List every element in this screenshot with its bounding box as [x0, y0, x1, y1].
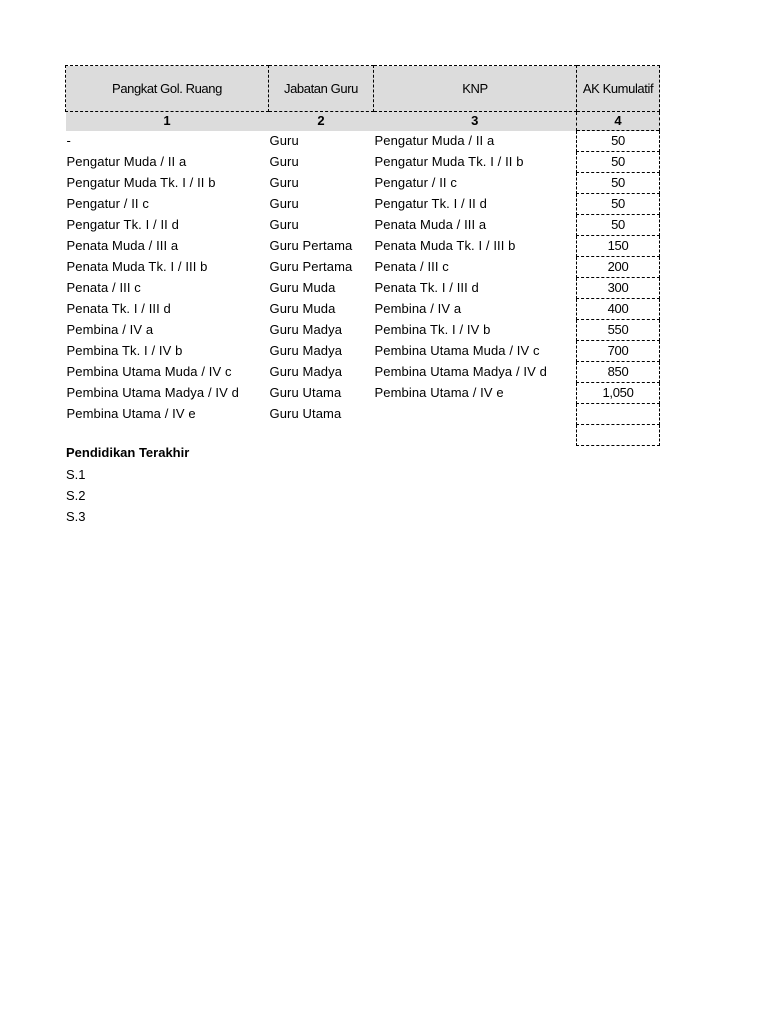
cell-pangkat[interactable]: Pengatur Muda / II a — [66, 154, 187, 169]
table-row — [66, 320, 660, 341]
cell-ak-kumulatif[interactable]: 1,050 — [577, 383, 660, 404]
cell-jabatan[interactable]: Guru Utama — [269, 385, 342, 400]
table-row — [66, 362, 660, 383]
cell-jabatan[interactable]: Guru — [269, 154, 299, 169]
cell-pangkat[interactable]: Pembina Utama / IV e — [66, 406, 196, 421]
cell-jabatan[interactable]: Guru — [269, 217, 299, 232]
cell-knp[interactable]: Penata Tk. I / III d — [374, 280, 479, 295]
cell-pangkat[interactable]: - — [66, 133, 71, 148]
table-row — [66, 236, 660, 257]
table-row — [66, 278, 660, 299]
cell-pangkat[interactable]: Penata / III c — [66, 280, 141, 295]
cell-ak-kumulatif[interactable]: 50 — [577, 131, 660, 152]
cell-jabatan[interactable]: Guru Pertama — [269, 259, 353, 274]
cell-knp[interactable]: Penata Muda Tk. I / III b — [374, 238, 516, 253]
education-item: S.1 — [66, 467, 86, 482]
rank-table-sheet — [65, 65, 659, 446]
cell-pangkat[interactable]: Penata Muda / III a — [66, 238, 179, 253]
cell-jabatan[interactable]: Guru Madya — [269, 343, 343, 358]
header-pangkat: Pangkat Gol. Ruang — [66, 66, 269, 112]
header-jabatan: Jabatan Guru — [269, 66, 374, 112]
table-row — [66, 194, 660, 215]
table-row — [66, 257, 660, 278]
table-row — [66, 173, 660, 194]
table-row — [66, 383, 660, 404]
cell-knp[interactable]: Pembina Utama Madya / IV d — [374, 364, 547, 379]
cell-jabatan[interactable]: Guru Muda — [269, 301, 336, 316]
rank-table — [65, 65, 660, 446]
table-body — [66, 131, 660, 446]
cell-knp[interactable] — [374, 425, 577, 446]
cell-knp[interactable]: Pembina Utama Muda / IV c — [374, 343, 540, 358]
cell-ak-kumulatif[interactable] — [577, 425, 660, 446]
cell-ak-kumulatif[interactable]: 50 — [577, 173, 660, 194]
cell-pangkat[interactable]: Pembina Utama Muda / IV c — [66, 364, 232, 379]
column-number-2: 2 — [269, 112, 374, 131]
cell-ak-kumulatif[interactable]: 150 — [577, 236, 660, 257]
cell-ak-kumulatif[interactable]: 550 — [577, 320, 660, 341]
cell-ak-kumulatif[interactable] — [577, 404, 660, 425]
table-row — [66, 404, 660, 425]
cell-ak-kumulatif[interactable]: 50 — [577, 215, 660, 236]
cell-knp[interactable]: Pengatur Muda Tk. I / II b — [374, 154, 524, 169]
cell-pangkat[interactable]: Pembina Tk. I / IV b — [66, 343, 183, 358]
education-item: S.3 — [66, 509, 86, 524]
cell-knp[interactable]: Penata / III c — [374, 259, 449, 274]
cell-knp[interactable] — [374, 404, 577, 425]
cell-pangkat[interactable]: Penata Tk. I / III d — [66, 301, 171, 316]
column-number-3: 3 — [374, 112, 577, 131]
cell-knp[interactable]: Pengatur Muda / II a — [374, 133, 495, 148]
cell-ak-kumulatif[interactable]: 700 — [577, 341, 660, 362]
cell-ak-kumulatif[interactable]: 50 — [577, 152, 660, 173]
header-row — [66, 66, 660, 112]
table-row — [66, 131, 660, 152]
cell-ak-kumulatif[interactable]: 200 — [577, 257, 660, 278]
cell-pangkat[interactable]: Pengatur Tk. I / II d — [66, 217, 179, 232]
column-number-1: 1 — [66, 112, 269, 131]
cell-jabatan[interactable]: Guru — [269, 175, 299, 190]
cell-knp[interactable]: Pembina Tk. I / IV b — [374, 322, 491, 337]
cell-jabatan[interactable]: Guru Madya — [269, 364, 343, 379]
cell-ak-kumulatif[interactable]: 850 — [577, 362, 660, 383]
education-list — [66, 464, 86, 527]
cell-jabatan[interactable]: Guru — [269, 133, 299, 148]
cell-pangkat[interactable]: Pembina / IV a — [66, 322, 154, 337]
education-title: Pendidikan Terakhir — [66, 445, 190, 460]
header-knp: KNP — [374, 66, 577, 112]
cell-knp[interactable]: Pengatur / II c — [374, 175, 457, 190]
cell-pangkat[interactable]: Penata Muda Tk. I / III b — [66, 259, 208, 274]
cell-pangkat[interactable]: Pengatur / II c — [66, 196, 149, 211]
cell-pangkat[interactable]: Pengatur Muda Tk. I / II b — [66, 175, 216, 190]
table-row — [66, 341, 660, 362]
cell-knp[interactable]: Pembina / IV a — [374, 301, 462, 316]
cell-jabatan[interactable]: Guru Madya — [269, 322, 343, 337]
column-number-row — [66, 112, 660, 131]
education-item: S.2 — [66, 488, 86, 503]
cell-knp[interactable]: Pengatur Tk. I / II d — [374, 196, 487, 211]
cell-jabatan[interactable]: Guru — [269, 196, 299, 211]
cell-knp[interactable]: Penata Muda / III a — [374, 217, 487, 232]
column-number-4: 4 — [577, 112, 660, 131]
cell-pangkat[interactable]: Pembina Utama Madya / IV d — [66, 385, 239, 400]
cell-jabatan[interactable]: Guru Utama — [269, 406, 342, 421]
cell-knp[interactable]: Pembina Utama / IV e — [374, 385, 504, 400]
table-row — [66, 215, 660, 236]
cell-jabatan[interactable]: Guru Muda — [269, 280, 336, 295]
header-ak-kumulatif: AK Kumulatif — [577, 66, 660, 112]
cell-ak-kumulatif[interactable]: 50 — [577, 194, 660, 215]
table-row — [66, 299, 660, 320]
cell-jabatan[interactable]: Guru Pertama — [269, 238, 353, 253]
cell-ak-kumulatif[interactable]: 300 — [577, 278, 660, 299]
table-row — [66, 152, 660, 173]
cell-jabatan[interactable] — [269, 425, 374, 446]
cell-ak-kumulatif[interactable]: 400 — [577, 299, 660, 320]
